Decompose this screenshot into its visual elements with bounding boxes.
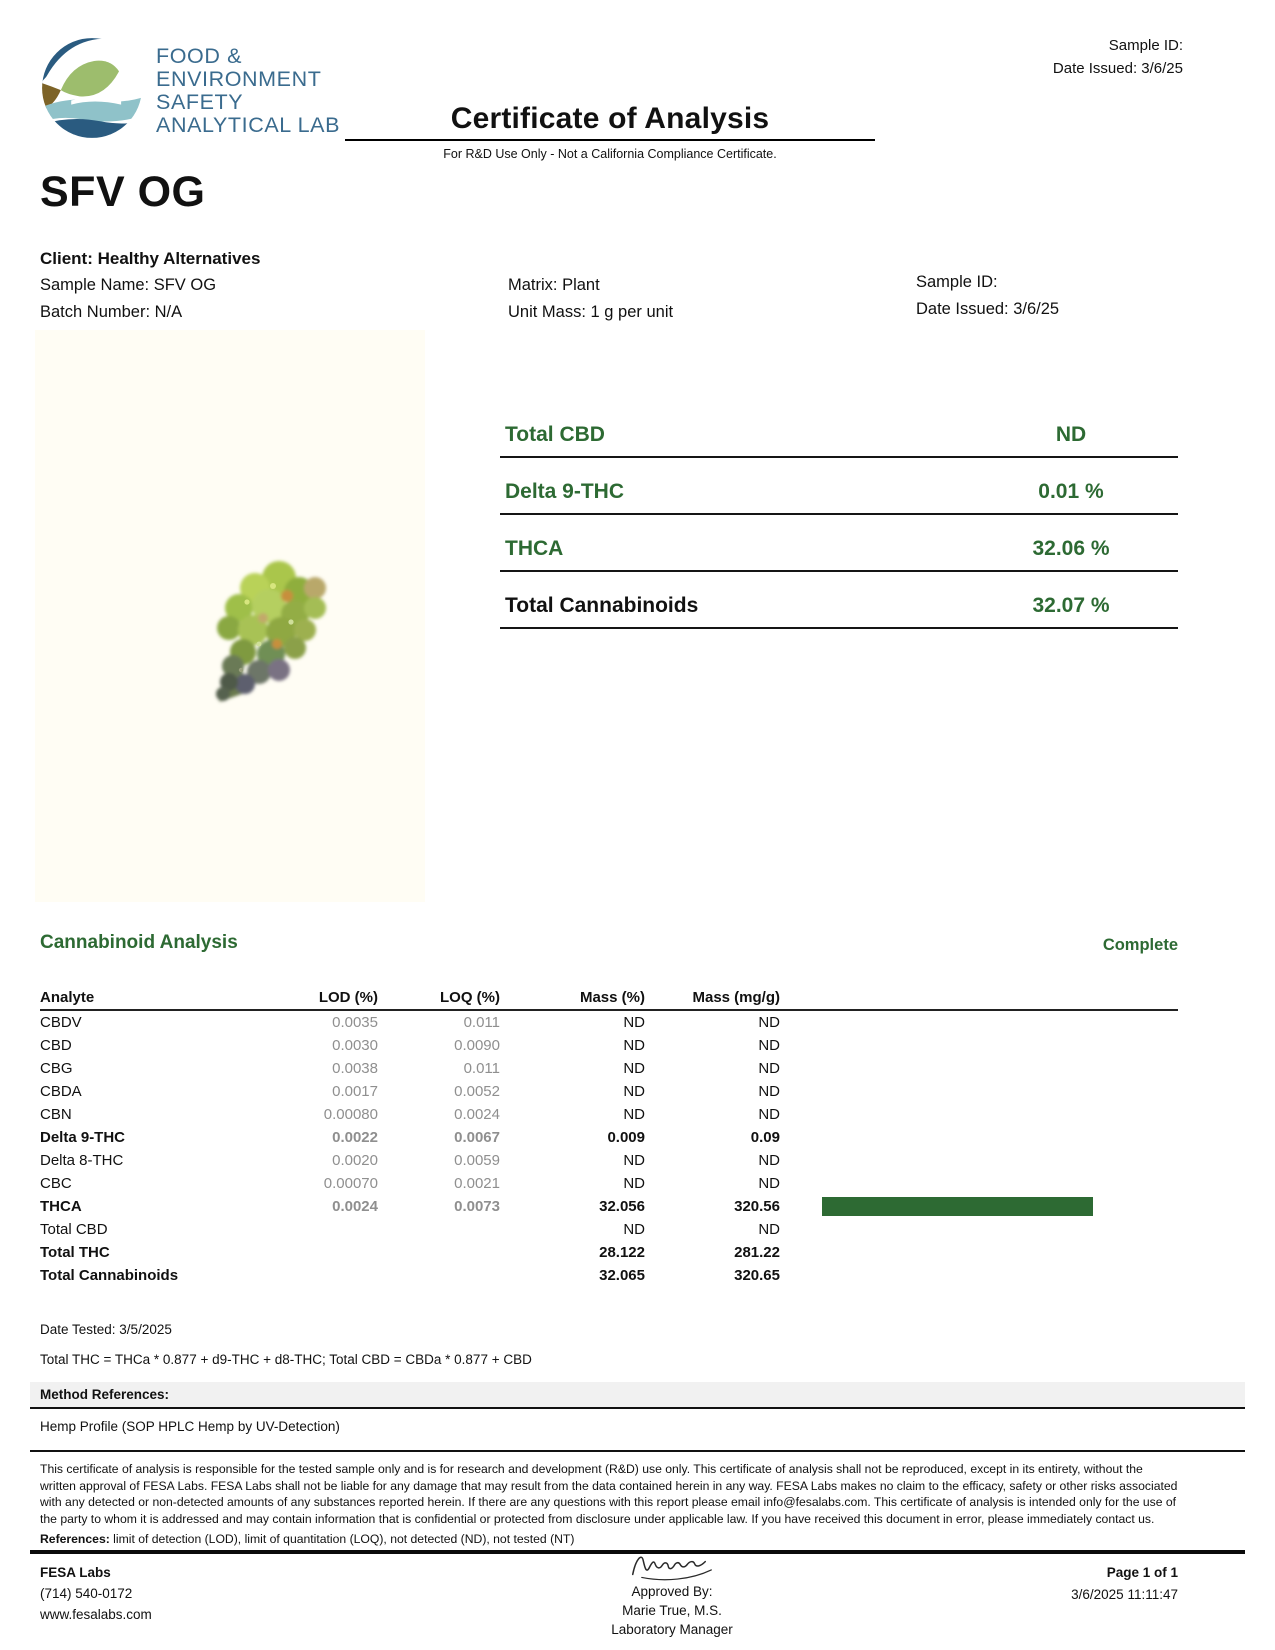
cell-mass-mg: ND [758,1060,780,1077]
footer-approval [572,1548,772,1639]
table-row [40,1011,1178,1034]
client-name: Client: Healthy Alternatives [40,249,261,268]
cell-lod: 0.0020 [332,1152,378,1169]
lab-name-line2: ENVIRONMENT [156,67,322,91]
cell-mass-pct: ND [623,1037,645,1054]
cell-mass-mg: ND [758,1221,780,1238]
cell-loq: 0.0067 [454,1129,500,1146]
table-row [40,1034,1178,1057]
cell-bar [780,1195,1178,1218]
sample-photo [35,330,425,902]
cell-loq: 0.0073 [454,1198,500,1215]
summary-label: THCA [505,537,564,560]
page-subtitle: For R&D Use Only - Not a California Compliance Certificate. [443,147,777,161]
cell-bar [780,1057,1178,1080]
date-tested: Date Tested: 3/5/2025 [40,1322,172,1337]
date-issued-2: Date Issued: 3/6/25 [916,300,1060,318]
sample-id-label: Sample ID: [1108,37,1183,54]
summary-row [500,572,1178,629]
cell-mass-pct: ND [623,1083,645,1100]
cell-mass-pct: ND [623,1152,645,1169]
batch-number: Batch Number: N/A [40,303,183,321]
analysis-section-title: Cannabinoid Analysis [40,932,238,953]
sample-name: Sample Name: SFV OG [40,276,217,294]
summary-value: 0.01 % [1038,480,1104,503]
cell-loq: 0.0021 [454,1175,500,1192]
summary-label: Total Cannabinoids [505,594,699,617]
cell-analyte: THCA [40,1198,82,1215]
cell-lod: 0.00080 [323,1106,378,1123]
references-text: limit of detection (LOD), limit of quantitation (LOQ), not detected (ND), not tested (NT) [109,1532,575,1546]
cell-mass-mg: ND [758,1106,780,1123]
cell-bar [780,1149,1178,1172]
cell-analyte: Total CBD [40,1221,108,1238]
cell-analyte: CBG [40,1060,73,1077]
col-loq: LOQ (%) [440,988,500,1006]
page-title: Certificate of Analysis [450,102,770,135]
cell-analyte: CBDA [40,1083,82,1100]
table-row [40,1218,1178,1241]
col-analyte: Analyte [40,988,95,1006]
approver-title: Laboratory Manager [611,1622,733,1637]
client-block [40,245,260,326]
col-mass-mg: Mass (mg/g) [692,988,780,1006]
lab-logo-icon [40,36,144,140]
table-header-row [40,985,1178,1011]
unit-mass: Unit Mass: 1 g per unit [508,303,674,321]
cell-loq: 0.0090 [454,1037,500,1054]
date-issued: Date Issued: 3/6/25 [1052,60,1183,77]
cell-mass-mg: 320.56 [734,1198,780,1215]
table-row [40,1126,1178,1149]
potency-summary [500,401,1178,629]
cell-bar [780,1103,1178,1126]
col-lod: LOD (%) [318,988,378,1006]
cell-mass-mg: ND [758,1083,780,1100]
cell-bar [780,1241,1178,1264]
cell-mass-pct: ND [623,1060,645,1077]
table-row [40,1264,1178,1287]
header-sample-meta [1053,34,1183,80]
cell-loq: 0.011 [463,1060,500,1077]
cell-mass-mg: ND [758,1037,780,1054]
cell-lod: 0.0030 [332,1037,378,1054]
footer-company: FESA Labs [40,1565,111,1580]
cell-lod: 0.0024 [332,1198,378,1215]
lab-name-line4: ANALYTICAL LAB [156,113,341,137]
title-rule [345,139,875,141]
cell-mass-pct: ND [623,1221,645,1238]
method-references-content: Hemp Profile (SOP HPLC Hemp by UV-Detection) [40,1419,340,1434]
total-thc-formula: Total THC = THCa * 0.877 + d9-THC + d8-THC; Total CBD = CBDa * 0.877 + CBD [40,1352,532,1367]
table-row [40,1080,1178,1103]
print-timestamp: 3/6/2025 11:11:47 [1071,1587,1178,1602]
page-number: Page 1 of 1 [1106,1565,1178,1580]
disclaimer-rule [30,1450,1245,1452]
table-row [40,1103,1178,1126]
cell-mass-pct: ND [623,1106,645,1123]
approved-by-label: Approved By: [631,1584,713,1599]
cell-mass-pct: ND [623,1175,645,1192]
lab-name-line3: SAFETY [156,90,244,114]
cell-mass-pct: 32.056 [599,1198,645,1215]
cell-analyte: Delta 9-THC [40,1129,126,1146]
cell-bar [780,1034,1178,1057]
matrix-block [508,272,673,326]
table-row [40,1172,1178,1195]
footer-phone: (714) 540-0172 [40,1586,133,1601]
lab-logo [40,36,340,140]
analysis-status-badge: Complete [1102,936,1178,954]
cell-loq: 0.011 [463,1014,500,1031]
table-body [40,1011,1178,1287]
lab-name-line1: FOOD & [156,44,243,68]
cannabinoid-table [40,985,1178,1287]
table-row [40,1241,1178,1264]
approver-name: Marie True, M.S. [622,1603,722,1618]
summary-label: Total CBD [505,423,605,446]
cell-mass-pct: 28.122 [599,1244,645,1261]
table-row [40,1149,1178,1172]
cell-mass-mg: 0.09 [750,1129,780,1146]
product-name: SFV OG [40,168,206,216]
cell-bar [780,1080,1178,1103]
cell-analyte: CBC [40,1175,72,1192]
cell-analyte: Total Cannabinoids [40,1267,179,1284]
cell-bar [780,1011,1178,1034]
footer-website: www.fesalabs.com [40,1607,152,1622]
summary-row [500,515,1178,572]
cell-mass-mg: ND [758,1152,780,1169]
cell-analyte: CBD [40,1037,72,1054]
table-row [40,1057,1178,1080]
summary-row [500,458,1178,515]
lab-name [156,36,340,140]
sample-meta-mid [916,269,1059,323]
cell-mass-pct: 0.009 [607,1129,645,1146]
cell-analyte: CBN [40,1106,72,1123]
disclaimer-text: This certificate of analysis is responsible for the tested sample only and is for research and development (R&D) use only. This certificate of analysis shall not be reproduced, except in its entirety, without the written approval of FESA Labs. FESA Labs shall not be liable for any damage that may result from the data contained herein in any way. FESA Labs makes no claim to the efficacy, safety or other risks associated with any detected or non-detected amounts of any substances reported herein. If there are any questions with this report please email info@fesalabs.com. This certificate of analysis is intended only for the use of the party to whom it is addressed and may contain information that is confidential or protected from disclosure under applicable law. If you have received this document in error, please immediately contact us. [40,1462,1178,1526]
sample-id-label-2: Sample ID: [916,273,998,291]
cell-lod: 0.0022 [332,1129,378,1146]
title-block [345,102,875,161]
cell-mass-mg: 320.65 [734,1267,780,1284]
cell-analyte: Total THC [40,1244,110,1261]
cell-bar [780,1264,1178,1287]
summary-value: ND [1055,423,1087,446]
cell-lod: 0.0017 [332,1083,378,1100]
summary-label: Delta 9-THC [505,480,625,503]
cell-mass-mg: 281.22 [734,1244,780,1261]
cell-loq: 0.0059 [454,1152,500,1169]
footer-page-info [1071,1562,1178,1606]
cell-loq: 0.0024 [454,1106,500,1123]
thca-mass-bar [822,1197,1093,1216]
summary-value: 32.07 % [1032,594,1110,617]
cell-analyte: CBDV [40,1014,82,1031]
footer-lab-info [40,1562,152,1625]
cell-analyte: Delta 8-THC [40,1152,124,1169]
cell-mass-mg: ND [758,1175,780,1192]
table-row [40,1195,1178,1218]
cell-mass-mg: ND [758,1014,780,1031]
summary-value: 32.06 % [1032,537,1110,560]
logo-emblem-icon [40,36,144,140]
cell-lod: 0.0038 [332,1060,378,1077]
method-references-header: Method References: [30,1382,1245,1409]
cell-mass-pct: ND [623,1014,645,1031]
cell-bar [780,1126,1178,1149]
signature-icon [617,1548,727,1582]
matrix: Matrix: Plant [508,276,600,294]
cell-loq: 0.0052 [454,1083,500,1100]
summary-row [500,401,1178,458]
references-line [40,1532,574,1546]
sample-photo-bud [183,552,347,728]
cell-lod: 0.00070 [323,1175,378,1192]
col-mass-pct: Mass (%) [579,988,645,1006]
cell-bar [780,1218,1178,1241]
cell-lod: 0.0035 [332,1014,378,1031]
cell-bar [780,1172,1178,1195]
references-label: References: [40,1532,110,1546]
cell-mass-pct: 32.065 [599,1267,645,1284]
